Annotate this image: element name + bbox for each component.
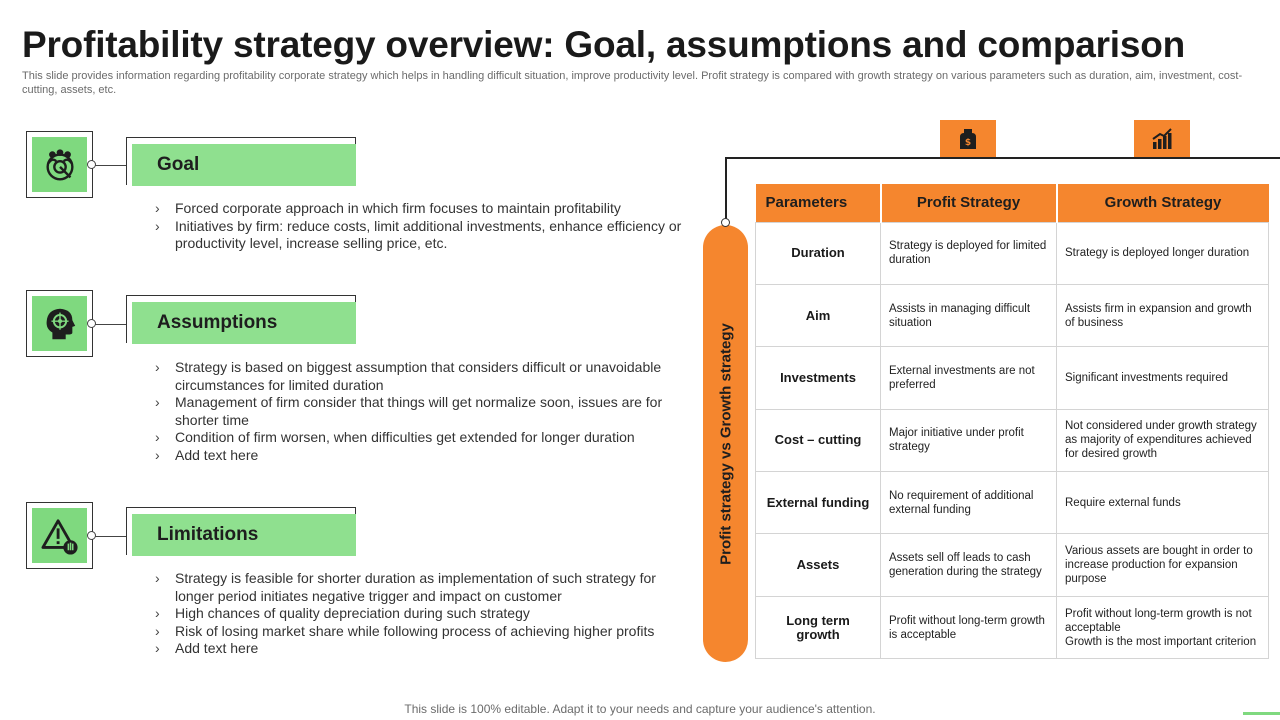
profit-cell: Assists in managing difficult situation [881,284,1057,346]
profit-cell: Profit without long-term growth is acceptable [881,596,1057,658]
table-row [756,222,1269,284]
growth-cell: Strategy is deployed longer duration [1057,222,1269,284]
growth-cell: Significant investments required [1057,347,1269,409]
limitations-label: Limitations [157,524,259,545]
goal-label: Goal [157,154,200,175]
limitations-label-frame [126,507,356,555]
vertical-label-pill [703,225,748,662]
list-item: › Management of firm consider that things will get normalize soon, issues are for shorter time [155,394,685,429]
goal-icon-box [26,131,93,198]
assumptions-label: Assumptions [157,312,278,333]
corner-accent [1243,712,1280,715]
table-row [756,284,1269,346]
list-item: › Strategy is based on biggest assumption that considers difficult or unavoidable circumstances for limited duration [155,359,685,394]
pill-connector-dot [721,218,730,227]
param-cell: Investments [756,347,881,409]
list-item: › Risk of losing market share while following process of achieving higher profits [155,623,685,641]
growth-cell: Not considered under growth strategy as majority of expenditures achieved for desired growth [1057,409,1269,471]
list-item: › Condition of firm worsen, when difficulties get extended for longer duration [155,429,685,447]
param-cell: Aim [756,284,881,346]
list-item: › Add text here [155,447,685,465]
connector-line [725,157,1280,159]
profit-cell: Major initiative under profit strategy [881,409,1057,471]
svg-text:$: $ [964,138,972,148]
table-header-row [756,184,1269,222]
assumptions-connector [93,324,126,325]
assumptions-connector-dot [87,319,96,328]
limitations-icon-box [26,502,93,569]
limitations-connector [93,536,126,537]
assumptions-label-frame [126,295,356,343]
header-profit-strategy: Profit Strategy [881,184,1057,222]
profit-cell: Strategy is deployed for limited duration [881,222,1057,284]
list-item: › Forced corporate approach in which firm focuses to maintain profitability [155,200,685,218]
table-row [756,534,1269,596]
header-growth-strategy: Growth Strategy [1057,184,1269,222]
list-item: › High chances of quality depreciation during such strategy [155,605,685,623]
growth-cell: Various assets are bought in order to increase production for expansion purpose [1057,534,1269,596]
param-cell: Duration [756,222,881,284]
limitations-bullets [155,570,685,658]
limitations-connector-dot [87,531,96,540]
profit-cell: External investments are not preferred [881,347,1057,409]
assumptions-icon-box [26,290,93,357]
comparison-table [755,184,1269,659]
goal-connector-dot [87,160,96,169]
table-row [756,472,1269,534]
growth-cell: Assists firm in expansion and growth of business [1057,284,1269,346]
goal-bullets [155,200,685,253]
growth-cell: Profit without long-term growth is not acceptable Growth is the most important criterion [1057,596,1269,658]
table-row [756,409,1269,471]
vertical-label: Profit strategy vs Growth strategy [717,322,734,565]
goal-label-frame [126,137,356,185]
assumptions-bullets [155,359,685,464]
page-subtitle: This slide provides information regarding profitability corporate strategy which helps in handling difficult situation, improve productivity level. Profit strategy is compared with growth strategy on various parameters such as duration, aim, investment, cost- cutting, assets, etc. [22,70,1243,96]
list-item: › Strategy is feasible for shorter duration as implementation of such strategy for longer period initiates negative trigger and impact on customer [155,570,685,605]
param-cell: Assets [756,534,881,596]
profit-strategy-top-icon [940,120,996,158]
team-target-icon [41,146,79,184]
growth-strategy-top-icon [1134,120,1190,158]
footer-note: This slide is 100% editable. Adapt it to your needs and capture your audience's attention. [404,702,876,716]
growth-cell: Require external funds [1057,472,1269,534]
table-row [756,596,1269,658]
table-row [756,347,1269,409]
connector-line-vertical [725,157,727,222]
warning-hand-icon [41,517,79,555]
growth-chart-icon [1150,127,1174,151]
list-item: › Add text here [155,640,685,658]
head-brain-icon [41,305,79,343]
param-cell: Cost – cutting [756,409,881,471]
param-cell: External funding [756,472,881,534]
page-title: Profitability strategy overview: Goal, assumptions and comparison [22,24,1186,65]
header-parameters: Parameters [756,184,881,222]
list-item: › Initiatives by firm: reduce costs, limit additional investments, enhance efficiency or productivity level, increase selling price, etc. [155,218,685,253]
profit-cell: Assets sell off leads to cash generation during the strategy [881,534,1057,596]
goal-connector [93,165,126,166]
param-cell: Long term growth [756,596,881,658]
money-bag-icon [956,127,980,151]
profit-cell: No requirement of additional external funding [881,472,1057,534]
